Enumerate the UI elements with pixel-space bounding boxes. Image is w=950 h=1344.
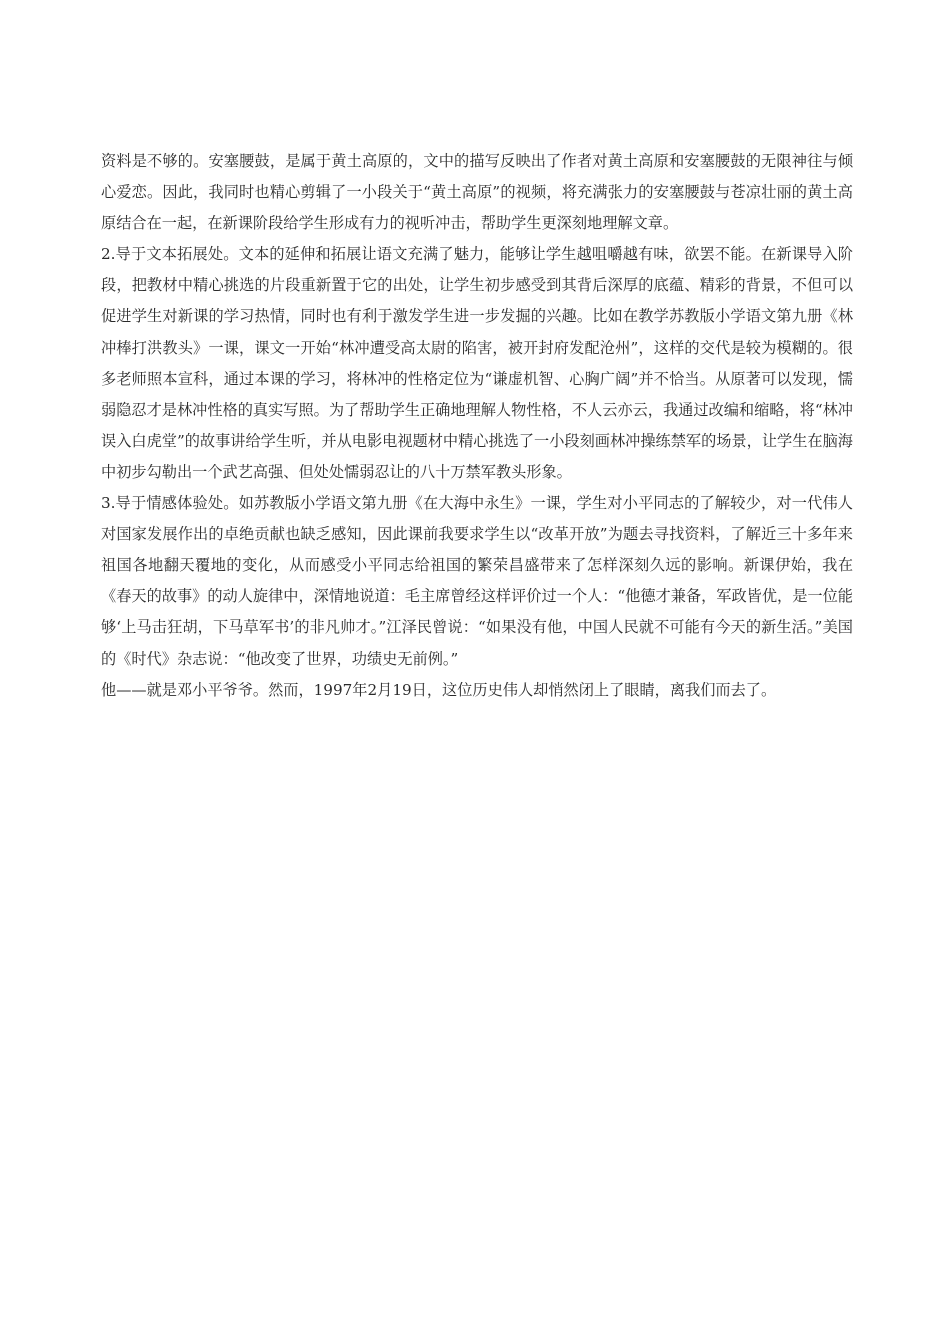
document-body — [101, 146, 853, 706]
paragraph-4: 他——就是邓小平爷爷。然而，1997年2月19日，这位历史伟人却悄然闭上了眼睛，离我们而去了。 — [101, 680, 777, 699]
paragraph-3: 3.导于情感体验处。如苏教版小学语文第九册《在大海中永生》一课，学生对小平同志的了解较少，对一代伟人对国家发展作出的卓绝贡献也缺乏感知，因此课前我要求学生以“改革开放”为题去寻找资料，了解近三十多年来祖国各地翻天覆地的变化，从而感受小平同志给祖国的繁荣昌盛带来了怎样深刻久远的影响。新课伊始，我在《春天的故事》的动人旋律中，深情地说道：毛主席曾经这样评价过一个人：“他德才兼备，军政皆优，是一位能够‘上马击狂胡，下马草军书’的非凡帅才。”江泽民曾说：“如果没有他，中国人民就不可能有今天的新生活。”美国的《时代》杂志说：“他改变了世界，功绩史无前例。” — [101, 494, 853, 668]
paragraph-2: 2.导于文本拓展处。文本的延伸和拓展让语文充满了魅力，能够让学生越咀嚼越有味，欲罢不能。在新课导入阶段，把教材中精心挑选的片段重新置于它的出处，让学生初步感受到其背后深厚的底蕴、精彩的背景，不但可以促进学生对新课的学习热情，同时也有利于激发学生进一步发掘的兴趣。比如在教学苏教版小学语文第九册《林冲棒打洪教头》一课，课文一开始“林冲遭受高太尉的陷害，被开封府发配沧州”，这样的交代是较为模糊的。很多老师照本宣科，通过本课的学习，将林冲的性格定位为“谦虚机智、心胸广阔”并不恰当。从原著可以发现，懦弱隐忍才是林冲性格的真实写照。为了帮助学生正确地理解人物性格，不人云亦云，我通过改编和缩略，将“林冲误入白虎堂”的故事讲给学生听，并从电影电视题材中精心挑选了一小段刻画林冲操练禁军的场景，让学生在脑海中初步勾勒出一个武艺高强、但处处懦弱忍让的八十万禁军教头形象。 — [101, 245, 853, 481]
paragraph-1: 资料是不够的。安塞腰鼓，是属于黄土高原的，文中的描写反映出了作者对黄土高原和安塞腰鼓的无限神往与倾心爱恋。因此，我同时也精心剪辑了一小段关于“黄土高原”的视频，将充满张力的安塞腰鼓与苍凉壮丽的黄土高原结合在一起，在新课阶段给学生形成有力的视听冲击，帮助学生更深刻地理解文章。 — [101, 152, 853, 233]
